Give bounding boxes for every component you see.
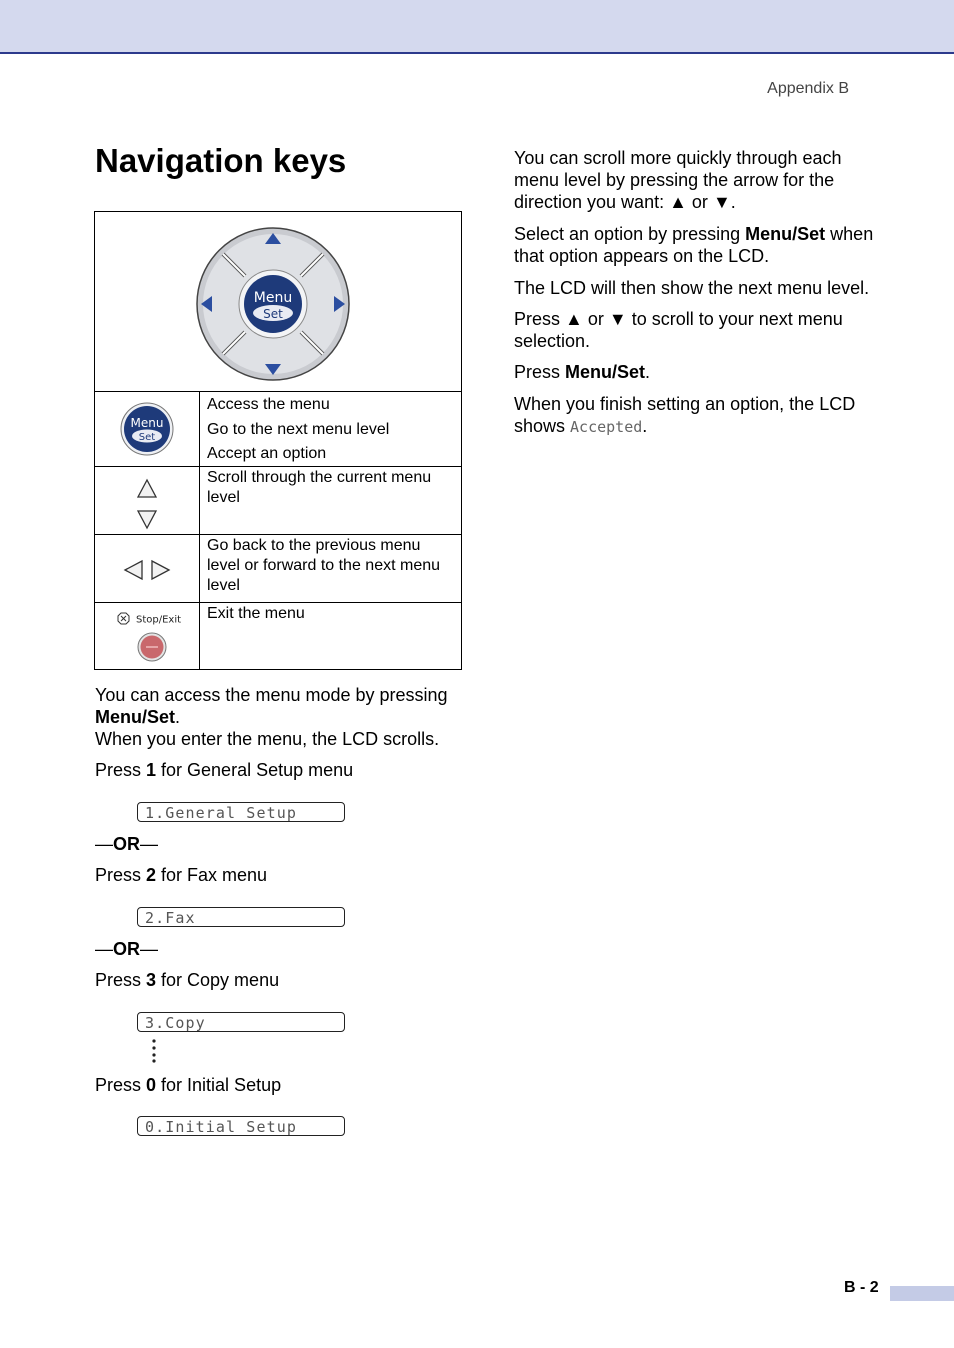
table-row (95, 466, 461, 535)
table-row (95, 534, 461, 603)
footer-bar (890, 1286, 954, 1301)
dpad-cell (95, 212, 461, 392)
select-option-paragraph: Select an option by pressing Menu/Set when that option appears on the LCD. (514, 224, 874, 266)
page-number: B - 2 (844, 1279, 879, 1296)
navigation-keys-table (94, 211, 462, 670)
down-triangle-icon: ▼ (608, 309, 627, 329)
step-general-setup: Press 1 for General Setup menu (95, 760, 354, 780)
header-bar (0, 0, 954, 54)
stop-exit-label: Stop/Exit (136, 614, 182, 626)
scroll-quickly-paragraph: You can scroll more quickly through each menu level by pressing the arrow for the direction you want: ▲ or ▼. (514, 148, 842, 212)
stop-exit-key-icon (95, 602, 199, 669)
desc-line: Access the menu (207, 396, 330, 413)
row-description: Scroll through the current menu level (207, 469, 432, 506)
step-fax: Press 2 for Fax menu (95, 865, 268, 885)
intro-paragraph: You can access the menu mode by pressing Menu/Set. When you enter the menu, the LCD scrolls. (95, 685, 448, 749)
set-key-label: Set (138, 432, 156, 443)
vertical-ellipsis-icon (150, 1038, 158, 1064)
up-down-arrows-icon (95, 466, 199, 534)
up-triangle-icon: ▲ (669, 192, 687, 212)
table-row (95, 391, 461, 467)
desc-line: Go to the next menu level (207, 420, 390, 438)
lcd-display-copy: 3.Copy (137, 1012, 345, 1032)
lcd-display-initial-setup: 0.Initial Setup (137, 1116, 345, 1136)
desc-line: Accept an option (207, 445, 327, 462)
navigation-pad-icon (193, 224, 353, 384)
dpad-menu-label: Menu (253, 290, 293, 306)
or-separator: —OR— (95, 834, 158, 854)
table-row (95, 602, 461, 669)
or-separator: —OR— (95, 939, 158, 959)
row-description: Exit the menu (207, 605, 305, 622)
dpad-set-label: Set (263, 307, 283, 321)
lcd-accepted-text: Accepted (570, 418, 643, 436)
accepted-paragraph: When you finish setting an option, the LCD shows Accepted. (514, 394, 856, 436)
up-triangle-icon: ▲ (565, 309, 583, 329)
menu-set-key-icon (95, 391, 199, 466)
page-title: Navigation keys (95, 142, 347, 179)
row-description: Go back to the previous menu level or forward to the next menu level (207, 537, 441, 594)
step-copy: Press 3 for Copy menu (95, 970, 280, 990)
left-right-arrows-icon (95, 534, 199, 602)
lcd-display-general-setup: 1.General Setup (137, 802, 345, 822)
menu-key-label: Menu (130, 416, 164, 430)
section-label: Appendix B (767, 80, 849, 97)
press-menu-set-paragraph: Press Menu/Set. (514, 362, 651, 382)
next-level-paragraph: The LCD will then show the next menu level. (514, 278, 870, 298)
scroll-next-paragraph: Press ▲ or ▼ to scroll to your next menu selection. (514, 309, 843, 351)
lcd-display-fax: 2.Fax (137, 907, 345, 927)
down-triangle-icon: ▼ (712, 192, 731, 212)
step-initial-setup: Press 0 for Initial Setup (95, 1075, 282, 1095)
